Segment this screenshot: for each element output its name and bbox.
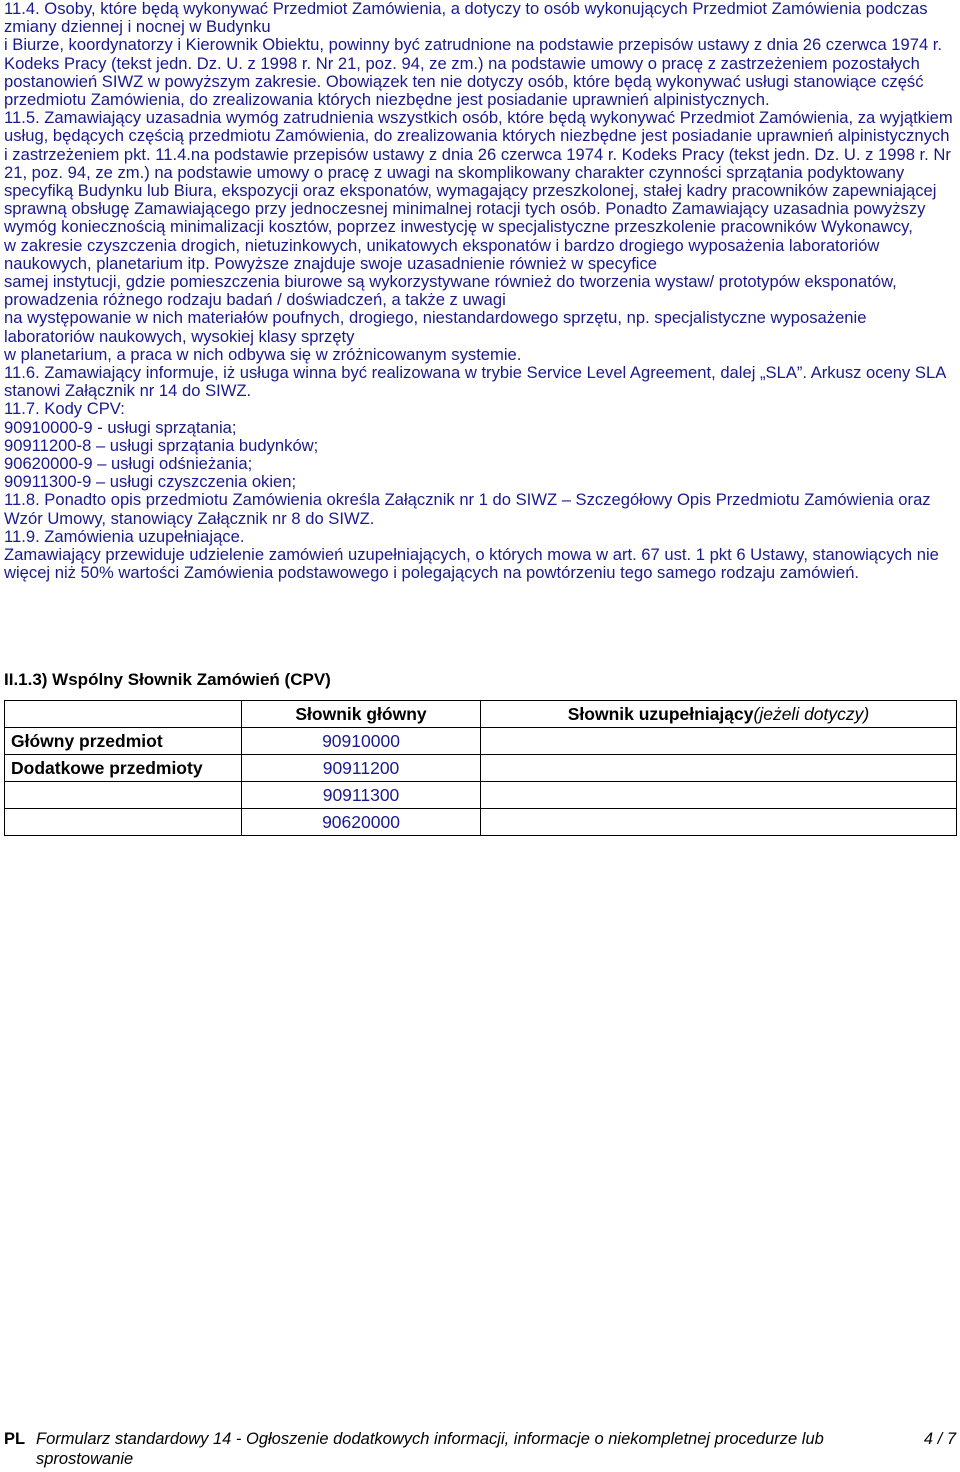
footer-language: PL <box>4 1430 26 1448</box>
paragraph-11-4: 11.4. Osoby, które będą wykonywać Przedmiot Zamówienia, a dotyczy to osób wykonujących Przedmiot Zamówienia podczas zmiany dziennej i nocnej w Budynku <box>4 0 928 37</box>
table-row <box>5 782 957 809</box>
supp-empty-cell <box>481 782 957 809</box>
cpv-code-cell: 90911300 <box>242 782 481 809</box>
paragraph-11-9-body: Zamawiający przewiduje udzielenie zamówień uzupełniających, o których mowa w art. 67 ust. 1 pkt 6 Ustawy, stanowiących nie więcej niż 50% wartości Zamówienia podstawowego i polegających na powtórzeniu tego samego rodzaju zamówień. <box>4 545 939 583</box>
header-supp-note: (jeżeli dotyczy) <box>753 703 870 724</box>
row-label-empty <box>5 809 242 836</box>
supp-empty-cell <box>481 755 957 782</box>
paragraph-11-6: 11.6. Zamawiający informuje, iż usługa winna być realizowana w trybie Service Level Agreement, dalej „SLA”. Arkusz oceny SLA stanowi Załącznik nr 14 do SIWZ. <box>4 363 946 401</box>
row-label-extra: Dodatkowe przedmioty <box>5 755 242 782</box>
header-supplementary-dictionary <box>481 701 957 728</box>
supp-empty-cell <box>481 809 957 836</box>
header-main-dictionary: Słownik główny <box>242 701 481 728</box>
table-row <box>5 755 957 782</box>
table-row <box>5 701 957 728</box>
paragraph-11-8: 11.8. Ponadto opis przedmiotu Zamówienia określa Załącznik nr 1 do SIWZ – Szczegółowy Opis Przedmiotu Zamówienia oraz Wzór Umowy, stanowiący Załącznik nr 8 do SIWZ. <box>4 490 931 528</box>
supp-empty-cell <box>481 728 957 755</box>
cpv-code-item: 90910000-9 - usługi sprzątania; <box>4 417 237 437</box>
cpv-code-item: 90620000-9 – usługi odśnieżania; <box>4 454 253 474</box>
paragraph-11-5: 11.5. Zamawiający uzasadnia wymóg zatrudnienia wszystkich osób, które będą wykonywać Przedmiot Zamówienia, za wyjątkiem usług, będących częścią przedmiotu Zamówienia, do zrealizowania których niezbędne jest posiadanie uprawnień alpinistycznych i zastrzeżeniem pkt. 11.4.na podstawie przepisów ustawy z dnia 26 czerwca 1974 r. Kodeks Pracy (tekst jedn. Dz. U. z 1998 r. Nr 21, poz. 94, ze zm.) na podstawie umowy o pracę z uwagi na skomplikowany charakter czynności sprzątania podyktowany specyfiką Budynku lub Biura, ekspozycji oraz eksponatów, wymagający przeszkolonej, stałej kadry pracowników zapewniającej sprawną obsługę Zamawiającego przy jednoczesnej minimalnej rotacji tych osób. Ponadto Zamawiający uzasadnia powyższy wymóg koniecznością minimalizacji kosztów, poprzez inwestycję w specjalistyczne przeszkolenie pracowników Wykonawcy, <box>4 108 953 237</box>
cpv-code-cell: 90910000 <box>242 728 481 755</box>
cpv-code-item: 90911200-8 – usługi sprzątania budynków; <box>4 435 319 455</box>
row-label-empty <box>5 782 242 809</box>
paragraph-11-5-planetarium: w planetarium, a praca w nich odbywa się w zróżnicowanym systemie. <box>4 344 522 364</box>
cpv-table <box>4 700 957 836</box>
paragraph-11-9: 11.9. Zamówienia uzupełniające. <box>4 526 245 546</box>
paragraph-11-5-materials: na występowanie w nich materiałów poufnych, drogiego, niestandardowego sprzętu, np. specjalistyczne wyposażenie laboratoriów naukowych, wysokiej klasy sprzęty <box>4 308 867 346</box>
cpv-code-cell: 90620000 <box>242 809 481 836</box>
cpv-code-item: 90911300-9 – usługi czyszczenia okien; <box>4 472 297 492</box>
section-heading: II.1.3) Wspólny Słownik Zamówień (CPV) <box>4 670 331 689</box>
table-corner-cell <box>5 701 242 728</box>
paragraph-11-5-scope: w zakresie czyszczenia drogich, nietuzinkowych, unikatowych eksponatów i bardzo drogiego wyposażenia laboratoriów naukowych, planetarium itp. Powyższe znajduje swoje uzasadnienie również w specyfice <box>4 235 880 273</box>
cpv-code-cell: 90911200 <box>242 755 481 782</box>
header-supp-label: Słownik uzupełniający <box>567 703 754 724</box>
footer-page-number: 4 / 7 <box>923 1430 956 1448</box>
table-row <box>5 809 957 836</box>
paragraph-11-7: 11.7. Kody CPV: <box>4 399 125 419</box>
paragraph-11-4-continued: i Biurze, koordynatorzy i Kierownik Obiektu, powinny być zatrudnione na podstawie przepisów ustawy z dnia 26 czerwca 1974 r. Kodeks Pracy (tekst jedn. Dz. U. z 1998 r. Nr 21, poz. 94, ze zm.) na podstawie umowy o pracę z zastrzeżeniem pozostałych postanowień SIWZ w powyższym zakresie. Obowiązek ten nie dotyczy osób, które będą wykonywać usługi stanowiące część przedmiotu Zamówienia, do zrealizowania których niezbędne jest posiadanie uprawnień alpinistycznych. <box>4 35 943 110</box>
table-row <box>5 728 957 755</box>
footer-form-title: Formularz standardowy 14 - Ogłoszenie dodatkowych informacji, informacje o niekompletnej procedurze lub sprostowanie <box>36 1430 824 1468</box>
paragraph-11-5-institution: samej instytucji, gdzie pomieszczenia biurowe są wykorzystywane również do tworzenia wystaw/ prototypów eksponatów, prowadzenia różnego rodzaju badań / doświadczeń, a także z uwagi <box>4 272 897 310</box>
document-body <box>4 0 956 583</box>
row-label-main: Główny przedmiot <box>5 728 242 755</box>
